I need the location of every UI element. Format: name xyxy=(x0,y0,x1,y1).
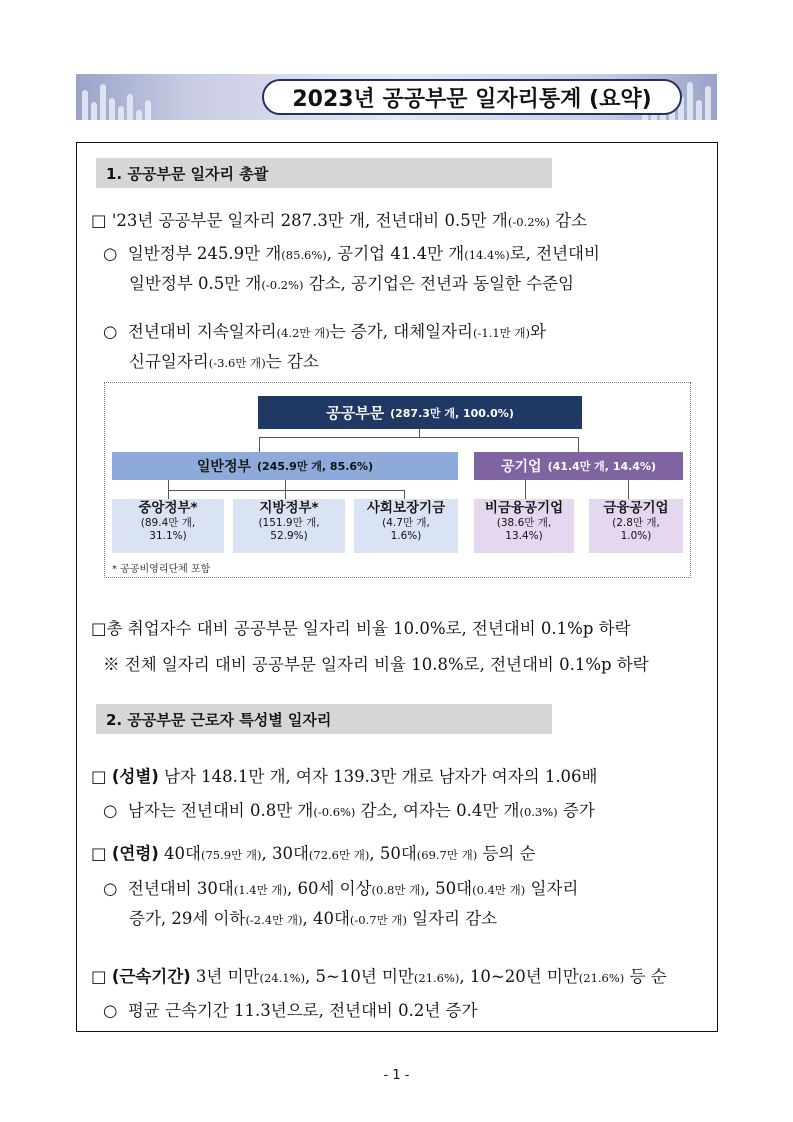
chart-footnote: * 공공비영리단체 포함 xyxy=(112,564,211,575)
org-node-social-security-funds: 사회보장기금 (4.7만 개, 1.6%) xyxy=(354,499,458,553)
connector xyxy=(285,480,286,499)
bullet-tenure: □ (근속기간) 3년 미만(24.1%), 5~10년 미만(21.6%), 10~20년 미만(21.6%) 등 순 xyxy=(91,967,667,986)
title-banner xyxy=(76,74,717,120)
section-heading: 1. 공공부문 일자리 총괄 xyxy=(96,158,552,188)
sub-bullet-job-types-cont: 신규일자리(-3.6만 개)는 감소 xyxy=(129,352,319,371)
sub-bullet-tenure: ○ 평균 근속기간 11.3년으로, 전년대비 0.2년 증가 xyxy=(103,1001,478,1020)
connector xyxy=(525,480,526,499)
bullet-total: □ '23년 공공부문 일자리 287.3만 개, 전년대비 0.5만 개(-0.2%) 감소 xyxy=(91,211,588,230)
connector xyxy=(419,429,420,437)
org-node-local-government: 지방정부* (151.9만 개, 52.9%) xyxy=(233,499,345,553)
sub-bullet-age: ○ 전년대비 30대(1.4만 개), 60세 이상(0.8만 개), 50대(0.4만 개) 일자리 xyxy=(103,879,579,898)
section-heading: 2. 공공부문 근로자 특성별 일자리 xyxy=(96,704,552,734)
connector xyxy=(578,437,579,452)
sub-bullet-job-types: ○ 전년대비 지속일자리(4.2만 개)는 증가, 대체일자리(-1.1만 개)와 xyxy=(103,322,546,341)
bullet-age: □ (연령) 40대(75.9만 개), 30대(72.6만 개), 50대(69.7만 개) 등의 순 xyxy=(91,844,536,863)
page-number: - 1 - xyxy=(383,1068,410,1083)
connector xyxy=(259,437,579,438)
sub-bullet-breakdown: ○ 일반정부 245.9만 개(85.6%), 공기업 41.4만 개(14.4%)로, 전년대비 xyxy=(103,244,600,263)
sub-bullet-age-cont: 증가, 29세 이하(-2.4만 개), 40대(-0.7만 개) 일자리 감소 xyxy=(129,909,498,928)
note-total-jobs-ratio: ※ 전체 일자리 대비 공공부문 일자리 비율 10.8%로, 전년대비 0.1%p 하락 xyxy=(103,655,649,674)
connector xyxy=(259,437,260,452)
org-node-public-sector: 공공부문 (287.3만 개, 100.0%) xyxy=(258,396,582,429)
sub-bullet-breakdown-cont: 일반정부 0.5만 개(-0.2%) 감소, 공기업은 전년과 동일한 수준임 xyxy=(129,274,575,293)
connector xyxy=(168,480,169,490)
sub-bullet-gender: ○ 남자는 전년대비 0.8만 개(-0.6%) 감소, 여자는 0.4만 개(0.3%) 증가 xyxy=(103,801,595,820)
org-node-public-corporations: 공기업 (41.4만 개, 14.4%) xyxy=(474,452,683,480)
decorative-bars-left xyxy=(82,74,151,120)
bullet-employment-ratio: □총 취업자수 대비 공공부문 일자리 비율 10.0%로, 전년대비 0.1%p 하락 xyxy=(91,619,631,638)
org-node-nonfinancial-corporations: 비금융공기업 (38.6만 개, 13.4%) xyxy=(474,499,574,553)
connector xyxy=(168,490,169,499)
connector xyxy=(628,480,629,499)
bullet-gender: □ (성별) 남자 148.1만 개, 여자 139.3만 개로 남자가 여자의 1.06배 xyxy=(91,767,598,786)
connector xyxy=(404,490,405,499)
org-node-central-government: 중앙정부* (89.4만 개, 31.1%) xyxy=(112,499,224,553)
org-node-financial-corporations: 금융공기업 (2.8만 개, 1.0%) xyxy=(589,499,683,553)
connector xyxy=(168,490,404,491)
page-title: 2023년 공공부문 일자리통계 (요약) xyxy=(262,79,682,115)
org-node-general-government: 일반정부 (245.9만 개, 85.6%) xyxy=(112,452,458,480)
